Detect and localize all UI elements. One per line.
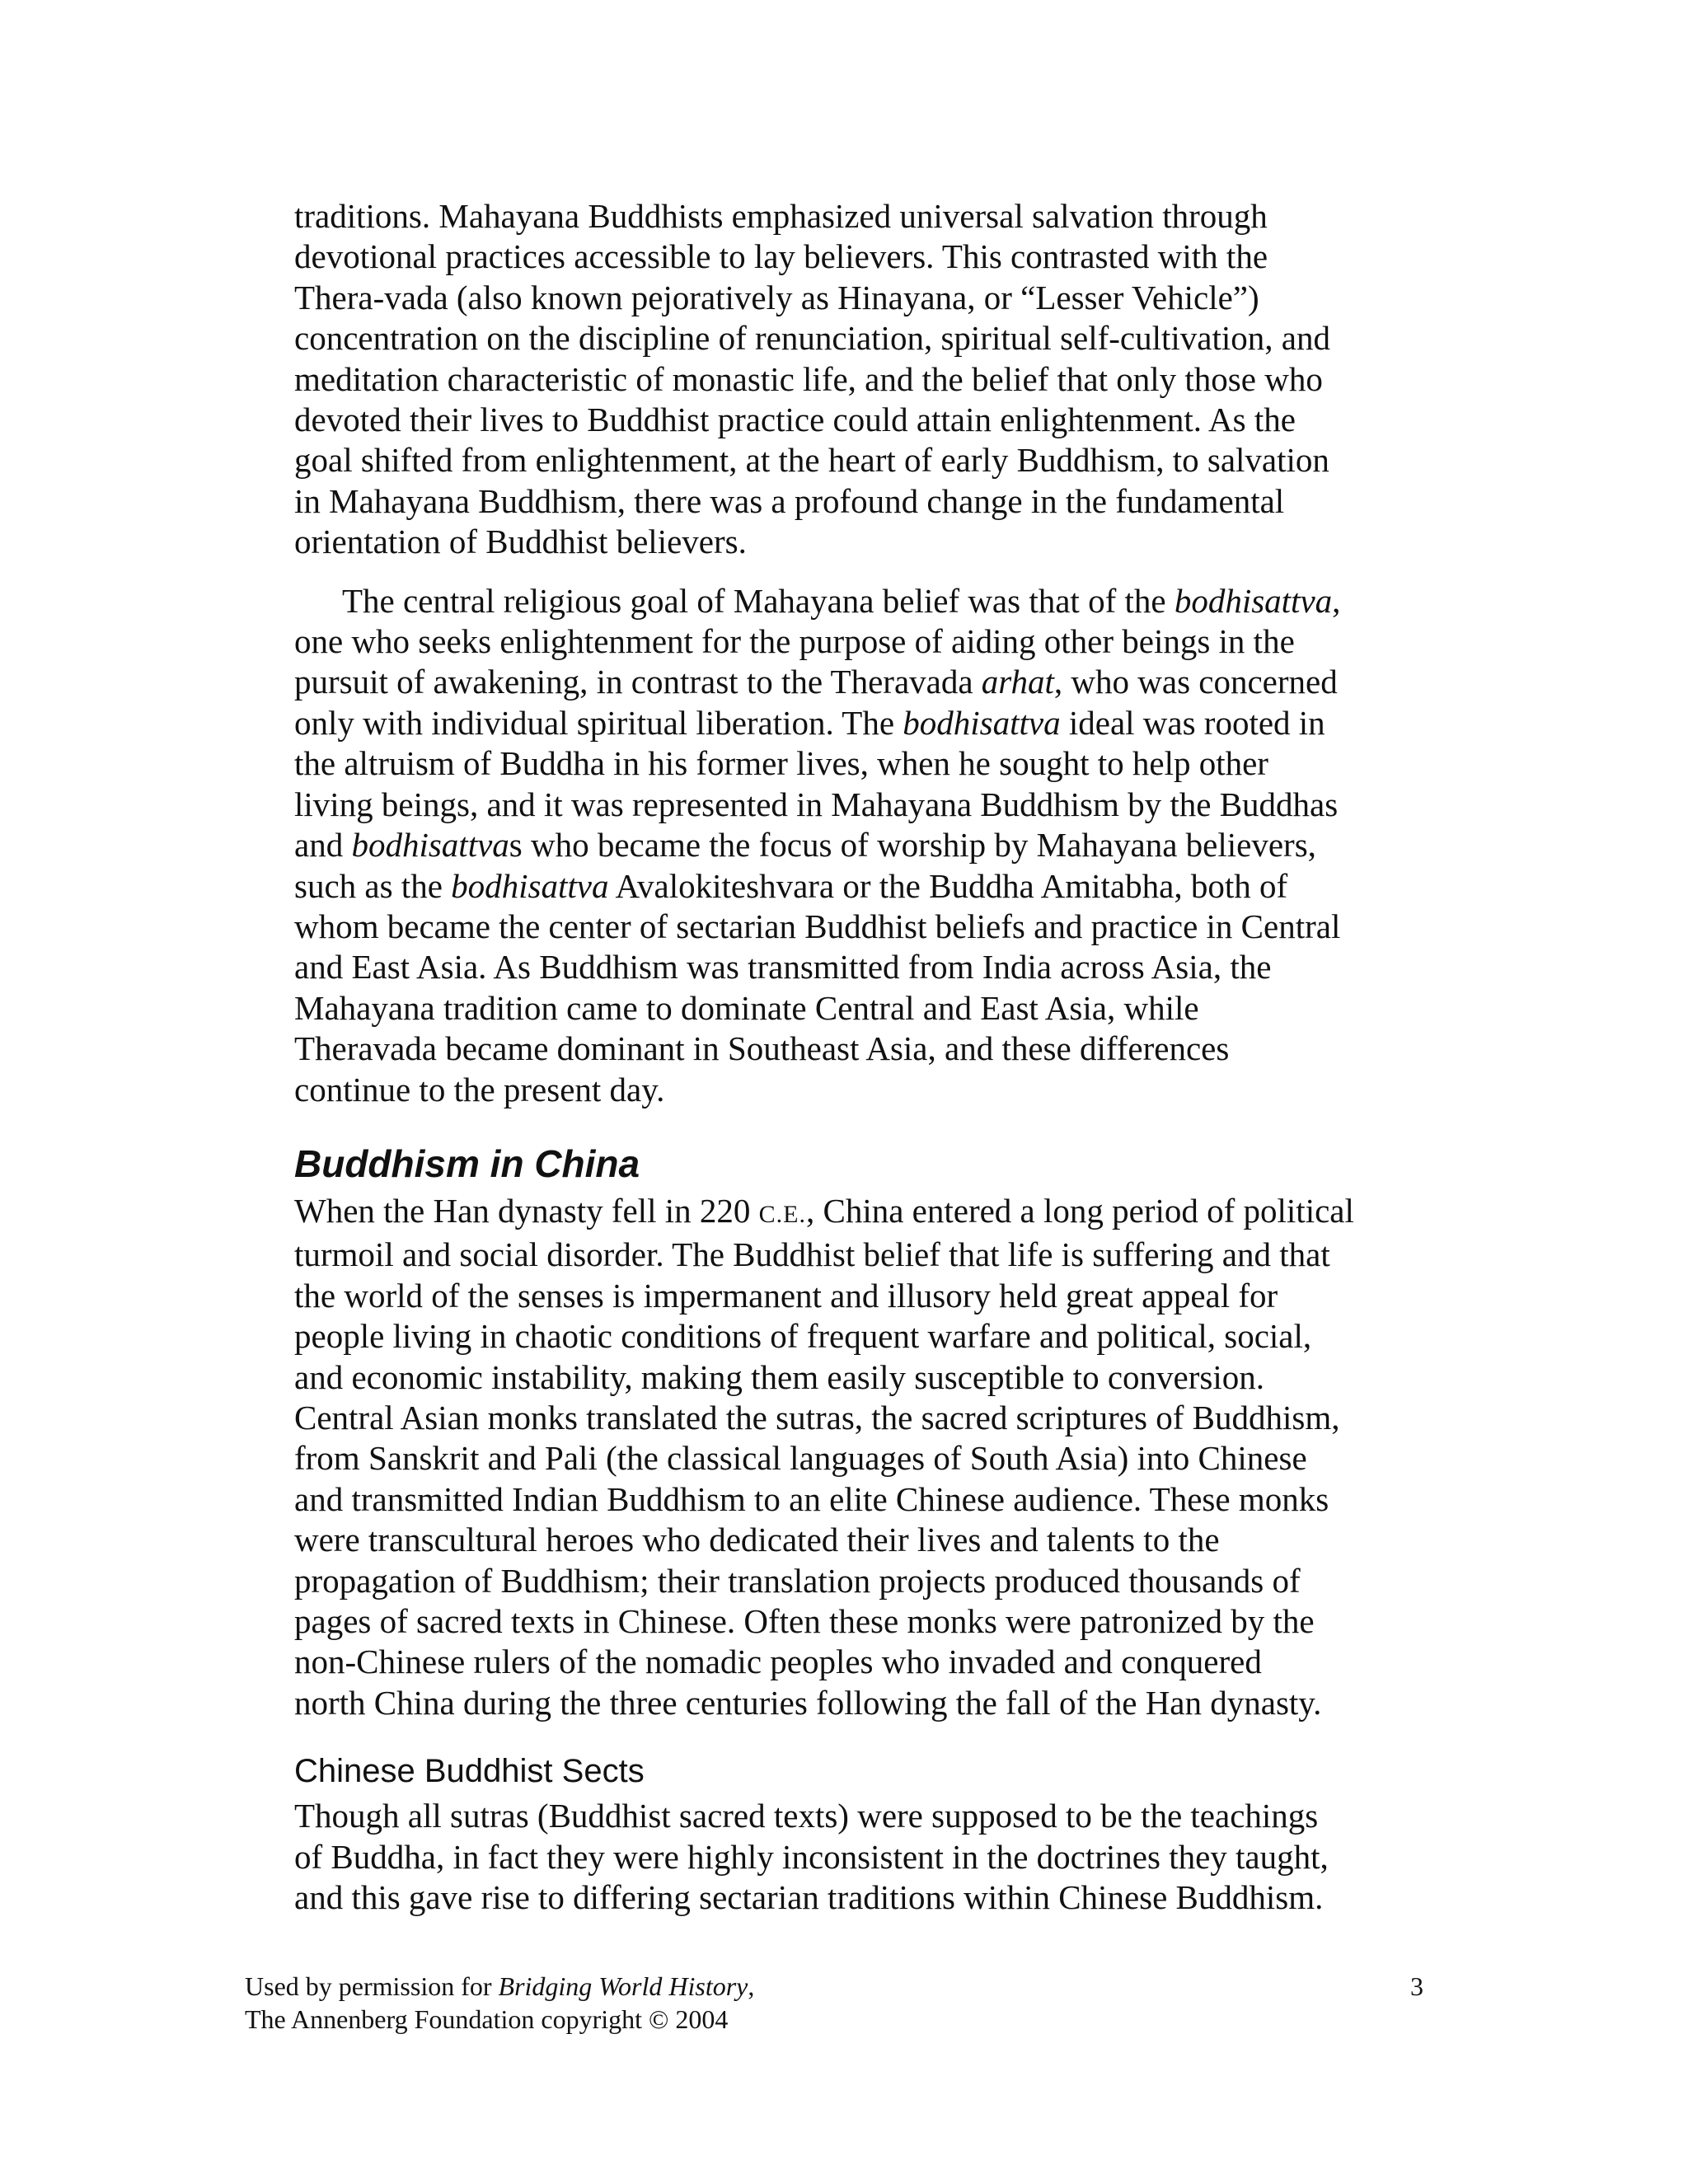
text-line: non-Chinese rulers of the nomadic peoples who invaded and conquered <box>294 1643 1262 1681</box>
text-line: Thera-vada (also known pejoratively as Hinayana, or “Lesser Vehicle”) <box>294 278 1259 316</box>
text-line: Though all sutras (Buddhist sacred texts) were supposed to be the teachings <box>294 1797 1319 1835</box>
text-line: only with individual spiritual liberation. The bodhisattva ideal was rooted in <box>294 703 1325 742</box>
text-line: and economic instability, making them easily susceptible to conversion. <box>294 1357 1264 1396</box>
text-line: The central religious goal of Mahayana belief was that of the bodhisattva, <box>342 581 1341 620</box>
paragraph-traditions <box>294 196 1423 563</box>
text-line: and bodhisattvas who became the focus of worship by Mahayana believers, <box>294 826 1316 865</box>
text-line: devotional practices accessible to lay believers. This contrasted with the <box>294 237 1268 276</box>
subsection-heading-chinese-buddhist-sects: Chinese Buddhist Sects <box>294 1753 645 1790</box>
text-line: turmoil and social disorder. The Buddhist belief that life is suffering and that <box>294 1235 1330 1274</box>
text-line: continue to the present day. <box>294 1070 665 1108</box>
text-line: living beings, and it was represented in Mahayana Buddhism by the Buddhas <box>294 785 1339 823</box>
text-line: pages of sacred texts in Chinese. Often these monks were patronized by the <box>294 1602 1315 1640</box>
text-line: concentration on the discipline of renunciation, spiritual self-cultivation, and <box>294 319 1330 358</box>
text-line: goal shifted from enlightenment, at the heart of early Buddhism, to salvation <box>294 441 1329 480</box>
text-line: Central Asian monks translated the sutras, the sacred scriptures of Buddhism, <box>294 1398 1340 1436</box>
text-line: the world of the senses is impermanent and illusory held great appeal for <box>294 1276 1278 1315</box>
text-line: devoted their lives to Buddhist practice could attain enlightenment. As the <box>294 401 1296 439</box>
text-line: pursuit of awakening, in contrast to the Theravada arhat, who was concerned <box>294 663 1338 701</box>
text-line: traditions. Mahayana Buddhists emphasized universal salvation through <box>294 197 1268 235</box>
section-heading-buddhism-in-china: Buddhism in China <box>294 1141 640 1185</box>
page-number: 3 <box>1410 1971 1423 2001</box>
text-line: people living in chaotic conditions of frequent warfare and political, social, <box>294 1317 1312 1356</box>
footer-line: Used by permission for Bridging World History, <box>245 1971 755 2001</box>
paragraph-sutras <box>294 1796 1423 1918</box>
text-line: and this gave rise to differing sectarian traditions within Chinese Buddhism. <box>294 1878 1324 1917</box>
text-line: were transcultural heroes who dedicated their lives and talents to the <box>294 1521 1220 1559</box>
footer-line: The Annenberg Foundation copyright © 2004 <box>245 2004 729 2034</box>
text-line: Theravada became dominant in Southeast Asia, and these differences <box>294 1029 1230 1068</box>
paragraph-bodhisattva <box>294 581 1423 1110</box>
text-line: in Mahayana Buddhism, there was a profound change in the fundamental <box>294 481 1285 520</box>
text-line: propagation of Buddhism; their translation projects produced thousands of <box>294 1561 1301 1600</box>
text-line: of Buddha, in fact they were highly inconsistent in the doctrines they taught, <box>294 1837 1329 1876</box>
text-line: meditation characteristic of monastic life, and the belief that only those who <box>294 359 1323 398</box>
main-content <box>294 196 1423 1918</box>
text-line: such as the bodhisattva Avalokiteshvara or the Buddha Amitabha, both of <box>294 866 1288 905</box>
text-line: one who seeks enlightenment for the purpose of aiding other beings in the <box>294 622 1295 661</box>
text-line: When the Han dynasty fell in 220 C.E., China entered a long period of political <box>294 1191 1354 1230</box>
text-line: north China during the three centuries following the fall of the Han dynasty. <box>294 1683 1322 1722</box>
text-line: and East Asia. As Buddhism was transmitted from India across Asia, the <box>294 948 1272 987</box>
text-line: from Sanskrit and Pali (the classical languages of South Asia) into Chinese <box>294 1439 1307 1478</box>
text-line: and transmitted Indian Buddhism to an elite Chinese audience. These monks <box>294 1479 1329 1518</box>
footer-citation <box>245 1970 754 2036</box>
text-line: the altruism of Buddha in his former lives, when he sought to help other <box>294 744 1268 783</box>
text-line: Mahayana tradition came to dominate Central and East Asia, while <box>294 988 1199 1027</box>
paragraph-han-dynasty <box>294 1191 1423 1723</box>
text-line: whom became the center of sectarian Buddhist beliefs and practice in Central <box>294 907 1341 945</box>
text-line: orientation of Buddhist believers. <box>294 523 747 561</box>
